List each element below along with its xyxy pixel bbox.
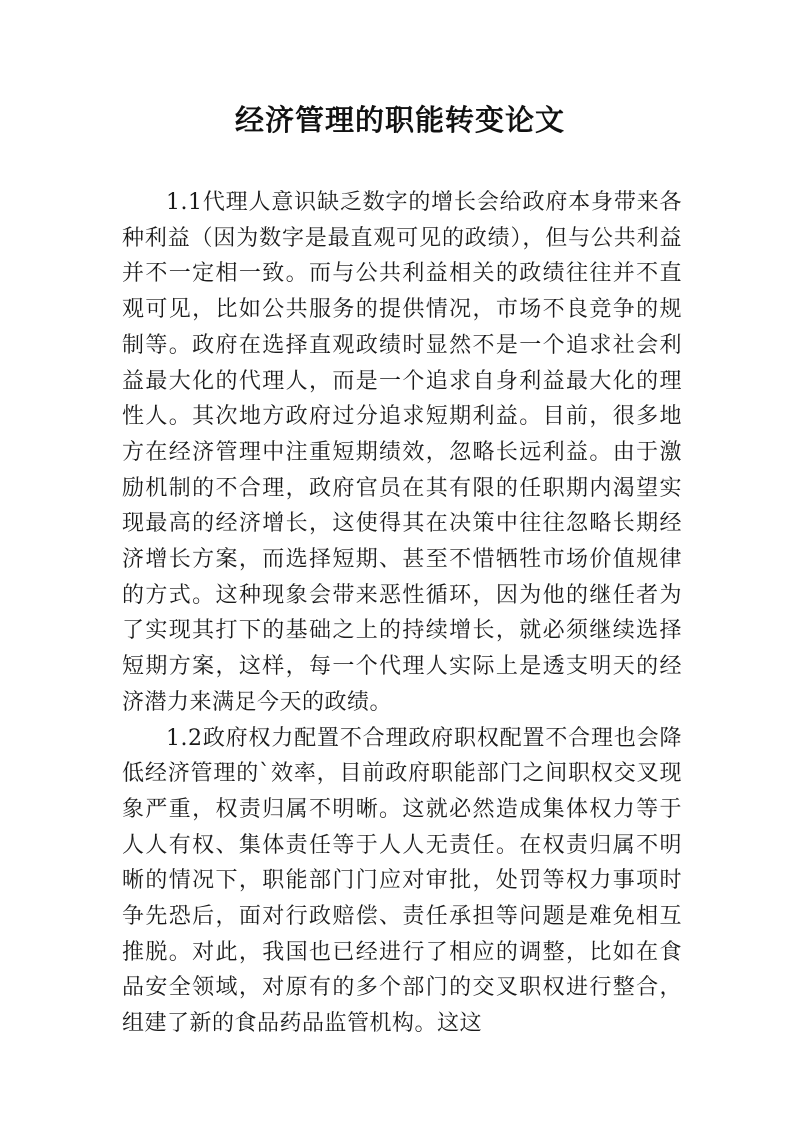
document-body — [122, 185, 682, 1042]
paragraph-1-1: 1.1代理人意识缺乏数字的增长会给政府本身带来各种利益（因为数字是最直观可见的政绩），但与公共利益并不一定相一致。而与公共利益相关的政绩往往并不直观可见，比如公共服务的提供情况，市场不良竞争的规制等。政府在选择直观政绩时显然不是一个追求社会利益最大化的代理人，而是一个追求自身利益最大化的理性人。其次地方政府过分追求短期利益。目前，很多地方在经济管理中注重短期绩效，忽略长远利益。由于激励机制的不合理，政府官员在其有限的任职期内渴望实现最高的经济增长，这使得其在决策中往往忽略长期经济增长方案，而选择短期、甚至不惜牺牲市场价值规律的方式。这种现象会带来恶性循环，因为他的继任者为了实现其打下的基础之上的持续增长，就必须继续选择短期方案，这样，每一个代理人实际上是透支明天的经济潜力来满足今天的政绩。 — [122, 190, 682, 715]
paragraph-1-2: 1.2政府权力配置不合理政府职权配置不合理也会降低经济管理的`效率，目前政府职能部门之间职权交叉现象严重，权责归属不明晰。这就必然造成集体权力等于人人有权、集体责任等于人人无责任。在权责归属不明晰的情况下，职能部门门应对审批，处罚等权力事项时争先恐后，面对行政赔偿、责任承担等问题是难免相互推脱。对此，我国也已经进行了相应的调整，比如在食品安全领域，对原有的多个部门的交叉职权进行整合，组建了新的食品药品监管机构。这这 — [122, 725, 682, 1037]
document-title: 经济管理的职能转变论文 — [234, 103, 565, 137]
